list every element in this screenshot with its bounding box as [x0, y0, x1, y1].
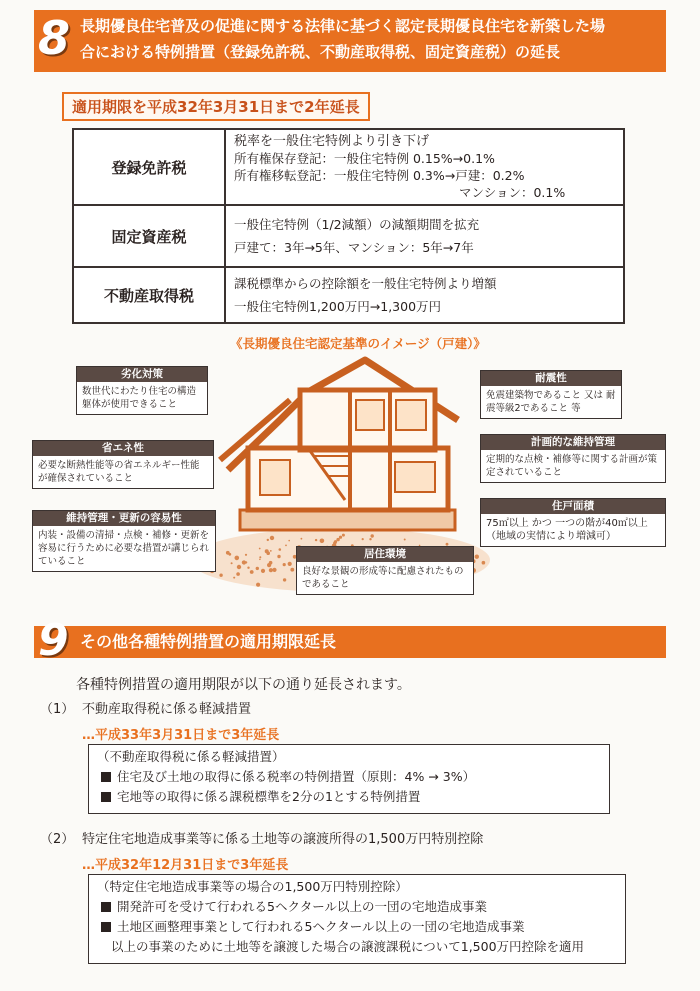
callout-title: 計画的な維持管理: [481, 435, 665, 450]
callout-title: 耐震性: [481, 371, 621, 386]
callout-text: 内装・設備の清掃・点検・補修・更新を容易に行うために必要な措置が講じられていること: [38, 530, 210, 567]
table-row: [73, 205, 624, 267]
bullet-text: 住宅及び土地の取得に係る税率の特例措置（原則：4% → 3%）: [117, 769, 476, 784]
callout-text: 良好な景観の形成等に配慮されたものであること: [302, 566, 464, 590]
item2-period: …平成32年12月31日まで3年延長: [82, 858, 289, 873]
tax-head-registration: 登録免許税: [73, 129, 225, 205]
item2-num: （2）: [40, 832, 75, 847]
item1-label: 不動産取得税に係る軽減措置: [82, 702, 252, 717]
callout-planned-maintenance: [480, 434, 666, 483]
table-row: [73, 129, 624, 205]
table-row: [73, 267, 624, 323]
box-note: 以上の事業のために土地等を譲渡した場合の譲渡課税について1,500万円控除を適用: [111, 939, 585, 954]
item1-box: [88, 744, 610, 814]
tax-body-property: [225, 205, 624, 267]
callout-text: 定期的な点検・補修等に関する計画が策定されていること: [486, 454, 658, 478]
row-line: 課税標準からの控除額を一般住宅特例より増額: [234, 276, 497, 291]
item1-num: （1）: [40, 702, 75, 717]
item2-box: [88, 874, 626, 964]
callout-title: 住戸面積: [481, 499, 665, 514]
row-line: 税率を一般住宅特例より引き下げ: [234, 134, 430, 149]
box-title: （不動産取得税に係る軽減措置）: [97, 749, 285, 764]
row-line: 一般住宅特例（1/2減額）の減額期間を拡充: [234, 217, 480, 232]
callout-floor-area: [480, 498, 666, 547]
callout-title: 省エネ性: [33, 441, 213, 456]
callout-title: 居住環境: [297, 547, 473, 562]
row-line: 一般住宅特例1,200万円→1,300万円: [234, 299, 442, 314]
tax-body-acquisition: [225, 267, 624, 323]
box-title: （特定住宅地造成事業等の場合の1,500万円特別控除）: [97, 879, 408, 894]
section9-title: その他各種特例措置の適用期限延長: [80, 632, 337, 651]
list-item: [97, 897, 617, 917]
callout-deterioration: [76, 366, 208, 415]
tax-table: [72, 128, 625, 324]
list-item: [97, 917, 617, 937]
row-line: 戸建て：3年→5年、マンション：5年→7年: [234, 240, 474, 255]
bullet-text: 土地区画整理事業として行われる5ヘクタール以上の一団の宅地造成事業: [117, 919, 525, 934]
callout-text: 免震建築物であること 又は 耐震等級2であること 等: [486, 390, 616, 414]
row-line: 所有権移転登記：一般住宅特例 0.3%→戸建：0.2%: [234, 168, 525, 183]
item2-label: 特定住宅地造成事業等に係る土地等の譲渡所得の1,500万円特別控除: [82, 832, 484, 847]
tax-body-registration: [225, 129, 624, 205]
bullet-text: 開発許可を受けて行われる5ヘクタール以上の一団の宅地造成事業: [117, 899, 487, 914]
callout-maintenance: [32, 510, 216, 572]
section8-number: 8: [38, 11, 71, 65]
bullet-text: 宅地等の取得に係る課税標準を2分の1とする特例措置: [117, 789, 421, 804]
section8-title-line2: 合における特例措置（登録免許税、不動産取得税、固定資産税）の延長: [80, 43, 561, 61]
callout-title: 維持管理・更新の容易性: [33, 511, 215, 526]
row-line: 所有権保存登記：一般住宅特例 0.15%→0.1%: [234, 151, 495, 166]
row-line: マンション：0.1%: [459, 185, 566, 200]
section9-intro: 各種特例措置の適用期限が以下の通り延長されます。: [76, 677, 411, 693]
callout-text: 75㎡以上 かつ 一つの階が40㎡以上（地域の実情により増減可）: [486, 518, 648, 542]
callout-energy: [32, 440, 214, 489]
tax-head-acquisition: 不動産取得税: [73, 267, 225, 323]
callout-seismic: [480, 370, 622, 419]
callout-title: 劣化対策: [77, 367, 207, 382]
section8-title-line1: 長期優良住宅普及の促進に関する法律に基づく認定長期優良住宅を新築した場: [80, 17, 606, 35]
tax-head-property: 固定資産税: [73, 205, 225, 267]
callout-text: 必要な断熱性能等の省エネルギー性能が確保されていること: [38, 460, 200, 484]
callout-text: 数世代にわたり住宅の構造躯体が使用できること: [82, 386, 197, 410]
section9-number: 9: [38, 615, 69, 666]
item1-period: …平成33年3月31日まで3年延長: [82, 728, 280, 743]
list-item: [97, 787, 601, 807]
callout-environment: [296, 546, 474, 595]
section8-period: 適用期限を平成32年3月31日まで2年延長: [62, 92, 370, 121]
list-item: [97, 767, 601, 787]
image-caption: 《長期優良住宅認定基準のイメージ（戸建）》: [230, 336, 486, 351]
